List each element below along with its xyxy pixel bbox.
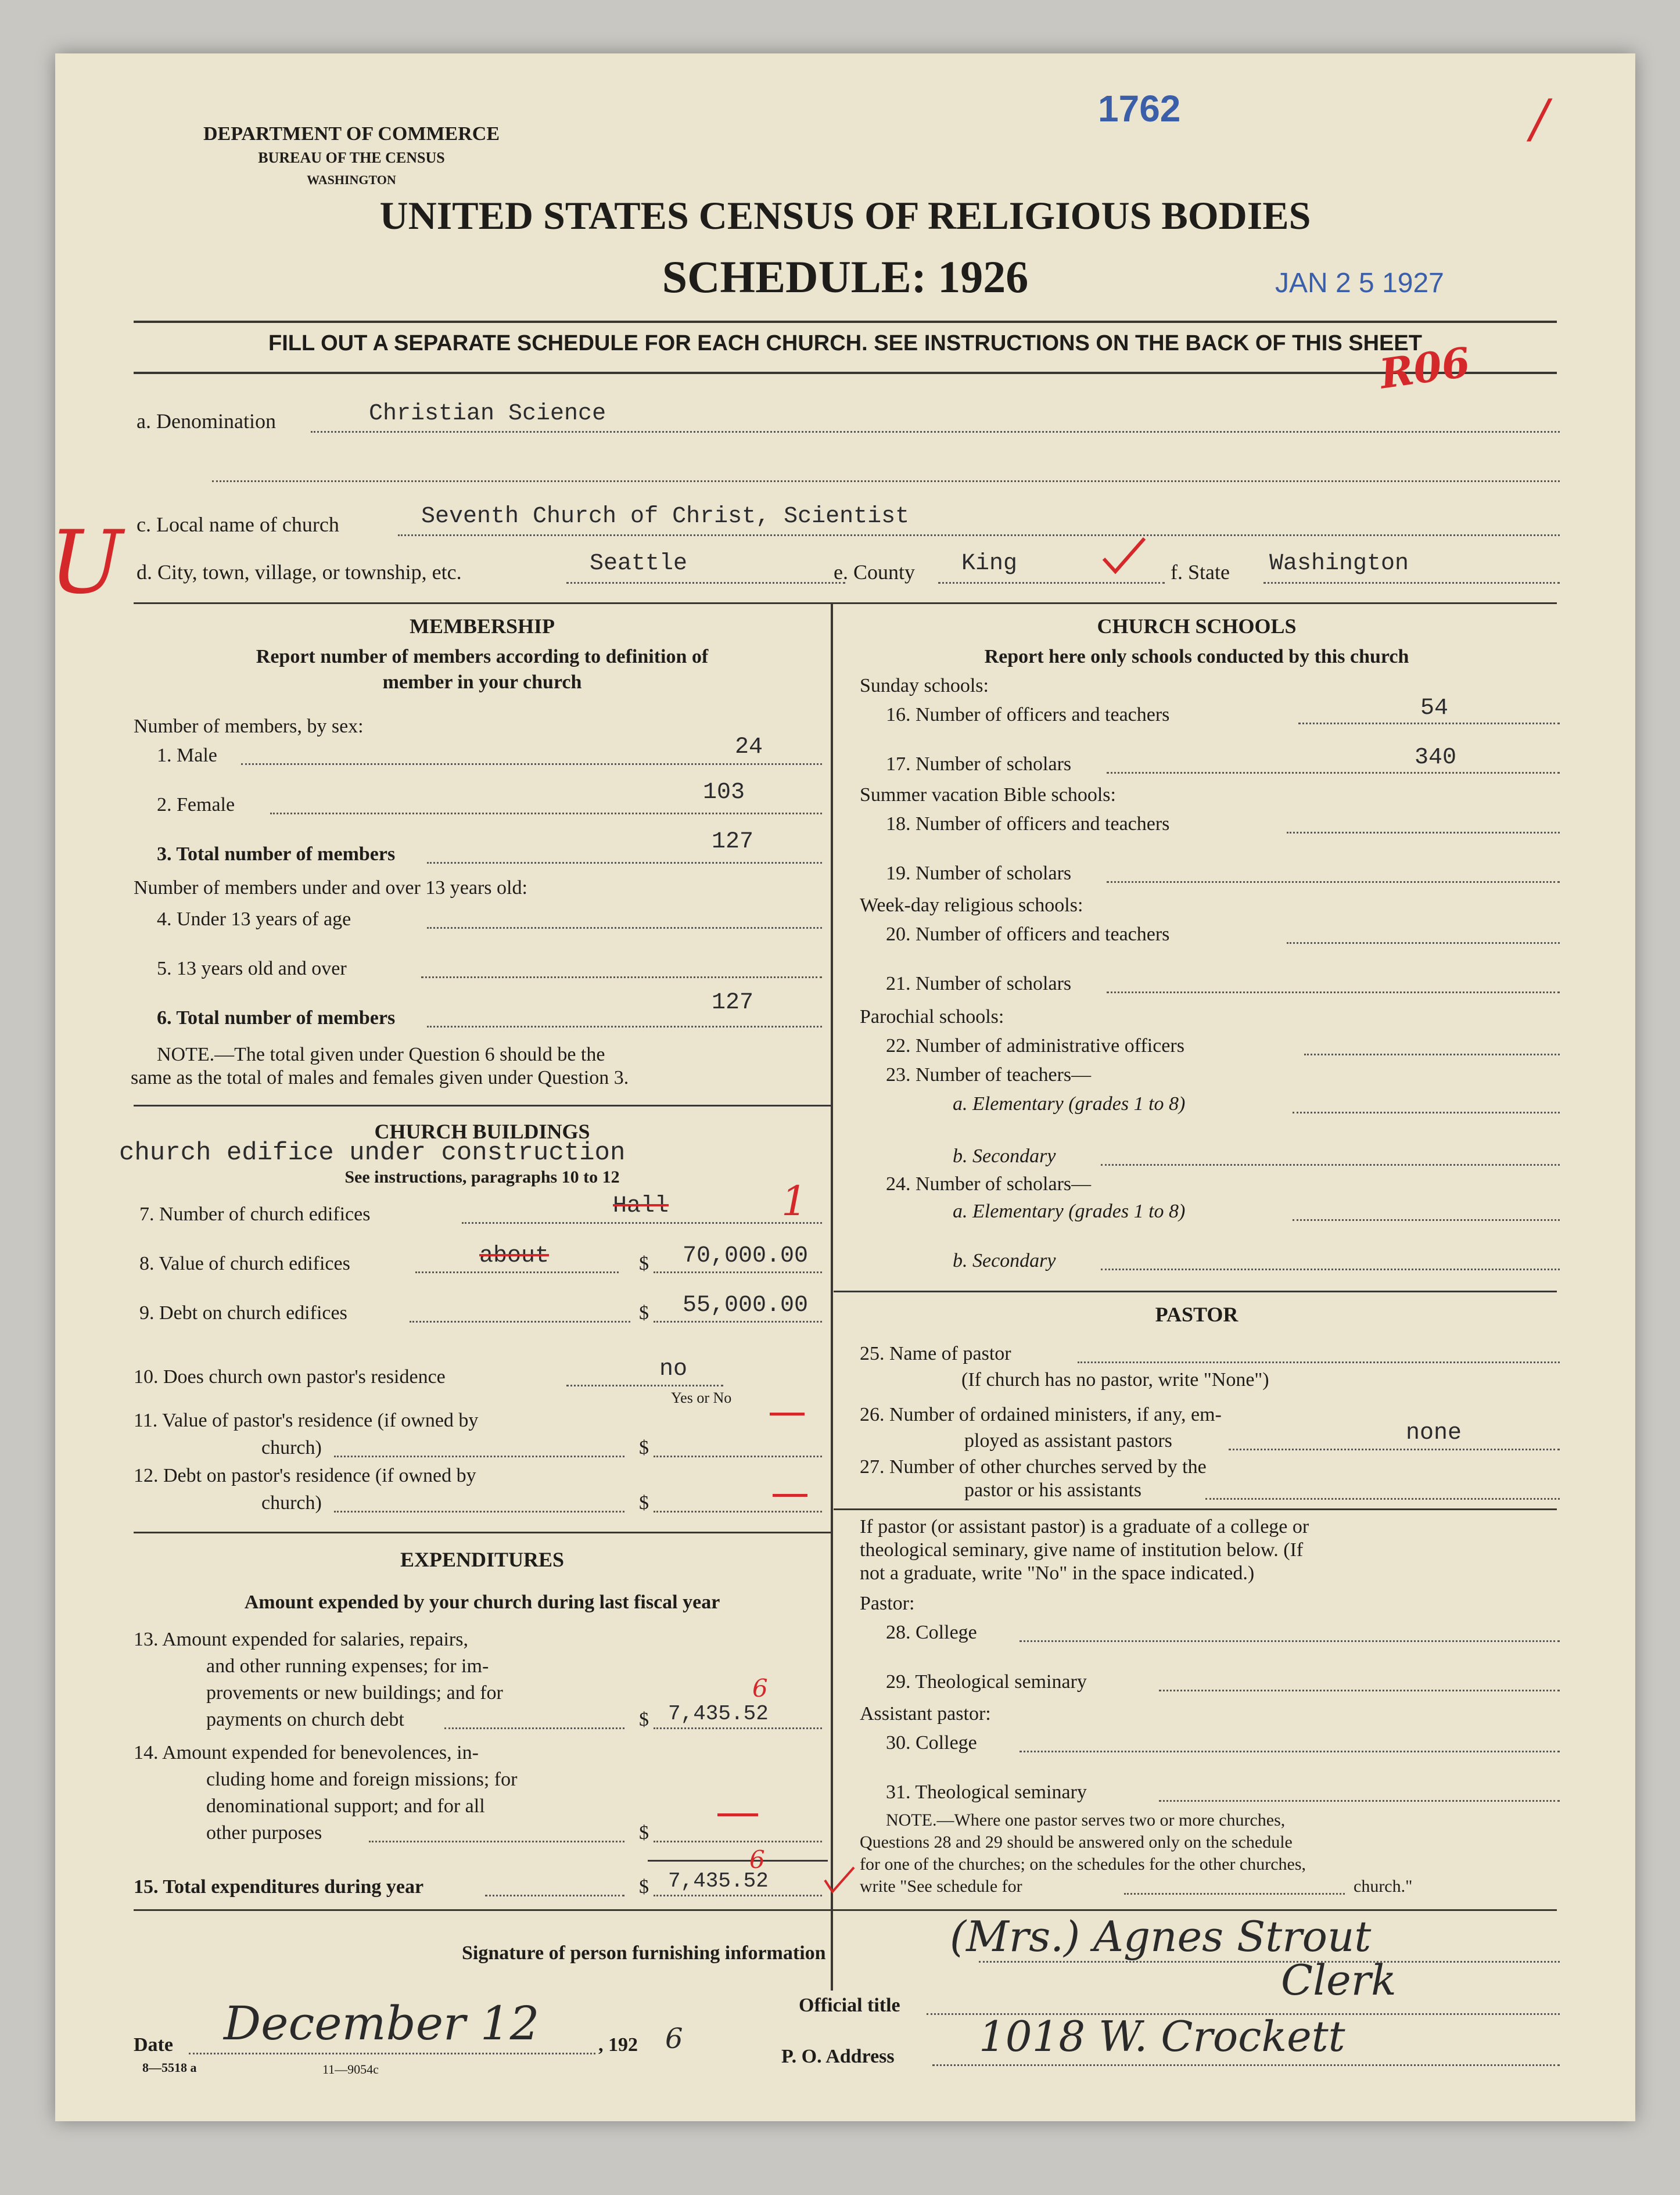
denomination-value: Christian Science [369,401,606,427]
q13-label-4: payments on church debt [206,1709,404,1730]
red-check-icon [1101,536,1147,576]
form-title: UNITED STATES CENSUS OF RELIGIOUS BODIES [379,193,1311,238]
city-label: WASHINGTON [307,173,396,187]
q19-label: 19. Number of scholars [886,863,1072,884]
q11-label-1: 11. Value of pastor's residence (if owned by [134,1410,479,1431]
county-label: e. County [834,561,915,584]
pastor-note-4: write "See schedule for [860,1877,1022,1896]
signature-label: Signature of person furnishing information [462,1942,826,1964]
local-name-label: c. Local name of church [137,513,339,536]
city-value: Seattle [590,551,688,577]
q13-value: 7,435.52 [668,1702,769,1726]
q14-label-4: other purposes [206,1822,322,1844]
q9-label: 9. Debt on church edifices [139,1302,347,1324]
po-address-value: 1018 W. Crockett [979,2012,1345,2061]
buildings-typed-note: church edifice under construction [119,1138,626,1167]
bureau-label: BUREAU OF THE CENSUS [258,149,445,166]
q1-value: 24 [735,734,763,760]
pastor-note-2: Questions 28 and 29 should be answered only on the schedule [860,1833,1293,1852]
q26-value: none [1406,1420,1462,1446]
members-by-age-label: Number of members under and over 13 years old: [134,877,527,899]
red-code-mark: R06 [1376,337,1473,398]
q8-prefix: about [479,1243,550,1269]
print-number: 11—9054c [322,2062,379,2077]
q14-dollar: $ [639,1822,649,1844]
q17-label: 17. Number of scholars [886,753,1072,775]
date-value: December 12 [224,1996,540,2050]
official-title-label: Official title [799,1995,900,2016]
expenditures-title: EXPENDITURES [400,1548,565,1571]
q13-dollar: $ [639,1709,649,1730]
pastor-note-1: NOTE.—Where one pastor serves two or more churches, [886,1810,1286,1830]
column-divider [831,602,833,1991]
q8-value: 70,000.00 [683,1243,809,1269]
q6-value: 127 [712,990,754,1016]
q16-label: 16. Number of officers and teachers [886,704,1170,725]
q26-label-2: ployed as assistant pastors [964,1430,1172,1452]
q15-value: 7,435.52 [668,1869,769,1893]
q8-dollar: $ [639,1253,649,1274]
red-u-mark: U [49,512,123,613]
q13-label-2: and other running expenses; for im- [206,1655,489,1677]
q7-red-correction: 1 [781,1177,807,1225]
red-tick-icon [822,1863,857,1898]
members-by-sex-label: Number of members, by sex: [134,716,364,737]
pastor-title: PASTOR [1155,1303,1239,1326]
q8-label: 8. Value of church edifices [139,1253,350,1274]
q30-label: 30. College [886,1732,977,1754]
q20-label: 20. Number of officers and teachers [886,924,1170,945]
serial-stamp: 1762 [1098,88,1181,130]
q7-value: Hall [613,1193,669,1219]
rule-top [134,321,1557,323]
instructions-banner: FILL OUT A SEPARATE SCHEDULE FOR EACH CHURCH. SEE INSTRUCTIONS ON THE BACK OF THIS SHEET [268,331,1422,355]
signature-value: (Mrs.) Agnes Strout [950,1912,1372,1961]
q13-label-1: 13. Amount expended for salaries, repairs, [134,1629,468,1650]
q3-label: 3. Total number of members [157,843,396,865]
membership-subtitle-1: Report number of members according to definition of [256,646,709,667]
membership-note-1: NOTE.—The total given under Question 6 should be the [157,1044,605,1065]
q13-red-correction: 6 [752,1674,768,1702]
q12-label-2: church) [261,1492,322,1514]
q25-label: 25. Name of pastor [860,1343,1011,1364]
q31-label: 31. Theological seminary [886,1781,1087,1803]
date-label: Date [134,2034,173,2056]
form-number: 8—5518 a [142,2060,197,2075]
county-value: King [961,551,1018,577]
buildings-title: CHURCH BUILDINGS [374,1120,590,1143]
q24-label: 24. Number of scholars— [886,1173,1092,1195]
q1-label: 1. Male [157,745,217,766]
q24b-label: b. Secondary [953,1250,1056,1271]
q9-dollar: $ [639,1302,649,1324]
summer-schools-label: Summer vacation Bible schools: [860,784,1116,806]
rule-sections [134,602,1557,604]
schools-subtitle: Report here only schools conducted by this church [984,646,1409,667]
q13-label-3: provements or new buildings; and for [206,1682,503,1704]
corner-red-mark: / [1531,88,1549,149]
graduate-note-1: If pastor (or assistant pastor) is a graduate of a college or [860,1516,1309,1537]
q4-label: 4. Under 13 years of age [157,908,351,930]
local-name-value: Seventh Church of Christ, Scientist [421,504,910,530]
q2-label: 2. Female [157,794,235,816]
city-field-label: d. City, town, village, or township, etc. [137,561,462,584]
q27-label-1: 27. Number of other churches served by the [860,1456,1207,1478]
census-form-sheet [49,53,1635,2121]
q24a-label: a. Elementary (grades 1 to 8) [953,1201,1186,1222]
department-label: DEPARTMENT OF COMMERCE [203,123,500,145]
q16-value: 54 [1420,695,1449,721]
q7-label: 7. Number of church edifices [139,1204,371,1225]
q11-dollar: $ [639,1437,649,1458]
q6-label: 6. Total number of members [157,1007,396,1029]
pastor-note-3: for one of the churches; on the schedules for the other churches, [860,1855,1306,1874]
q15-red-correction: 6 [749,1845,765,1874]
q27-label-2: pastor or his assistants [964,1479,1142,1501]
q17-value: 340 [1415,745,1457,771]
graduate-note-2: theological seminary, give name of institution below. (If [860,1539,1304,1561]
year-digit: 6 [665,2022,683,2055]
state-label: f. State [1171,561,1230,584]
q9-value: 55,000.00 [683,1292,809,1319]
q12-dollar: $ [639,1492,649,1514]
q18-label: 18. Number of officers and teachers [886,813,1170,835]
q10-label: 10. Does church own pastor's residence [134,1366,446,1388]
membership-subtitle-2: member in your church [382,671,582,693]
q14-label-2: cluding home and foreign missions; for [206,1769,518,1790]
weekday-schools-label: Week-day religious schools: [860,894,1083,916]
q23a-label: a. Elementary (grades 1 to 8) [953,1093,1186,1115]
q10-value: no [659,1356,688,1382]
q23-label: 23. Number of teachers— [886,1064,1092,1086]
q14-label-3: denominational support; and for all [206,1795,485,1817]
membership-title: MEMBERSHIP [409,615,555,638]
pastor-note-5: church." [1354,1877,1413,1896]
q3-value: 127 [712,829,754,855]
po-address-label: P. O. Address [781,2046,895,2067]
q14-label-1: 14. Amount expended for benevolences, in- [134,1742,479,1763]
received-date-stamp: JAN 2 5 1927 [1275,268,1444,299]
q12-label-1: 12. Debt on pastor's residence (if owned by [134,1465,476,1486]
q10-hint: Yes or No [671,1389,732,1406]
state-value: Washington [1269,551,1409,577]
membership-note-2: same as the total of males and females given under Question 3. [131,1067,629,1088]
assistant-pastor-label: Assistant pastor: [860,1703,991,1725]
buildings-subtitle: See instructions, paragraphs 10 to 12 [344,1167,620,1187]
q21-label: 21. Number of scholars [886,973,1072,994]
sunday-schools-label: Sunday schools: [860,675,989,696]
year-prefix: , 192 [598,2034,638,2056]
q2-value: 103 [703,779,745,806]
q15-label: 15. Total expenditures during year [134,1876,424,1898]
pastor-sub-label: Pastor: [860,1593,915,1614]
schools-title: CHURCH SCHOOLS [1097,615,1297,638]
parochial-schools-label: Parochial schools: [860,1006,1004,1028]
q23b-label: b. Secondary [953,1145,1056,1167]
q22-label: 22. Number of administrative officers [886,1035,1184,1057]
rule-under-banner [134,372,1557,374]
graduate-note-3: not a graduate, write "No" in the space indicated.) [860,1562,1255,1584]
q28-label: 28. College [886,1622,977,1643]
q11-label-2: church) [261,1437,322,1458]
q15-dollar: $ [639,1876,649,1898]
schedule-title: SCHEDULE: 1926 [662,252,1029,302]
q5-label: 5. 13 years old and over [157,958,347,979]
official-title-value: Clerk [1281,1956,1397,2004]
denomination-label: a. Denomination [137,409,276,433]
expenditures-subtitle: Amount expended by your church during last fiscal year [244,1592,720,1613]
q29-label: 29. Theological seminary [886,1671,1087,1693]
q25-hint: (If church has no pastor, write "None") [961,1369,1269,1391]
q26-label-1: 26. Number of ordained ministers, if any, em- [860,1404,1222,1425]
